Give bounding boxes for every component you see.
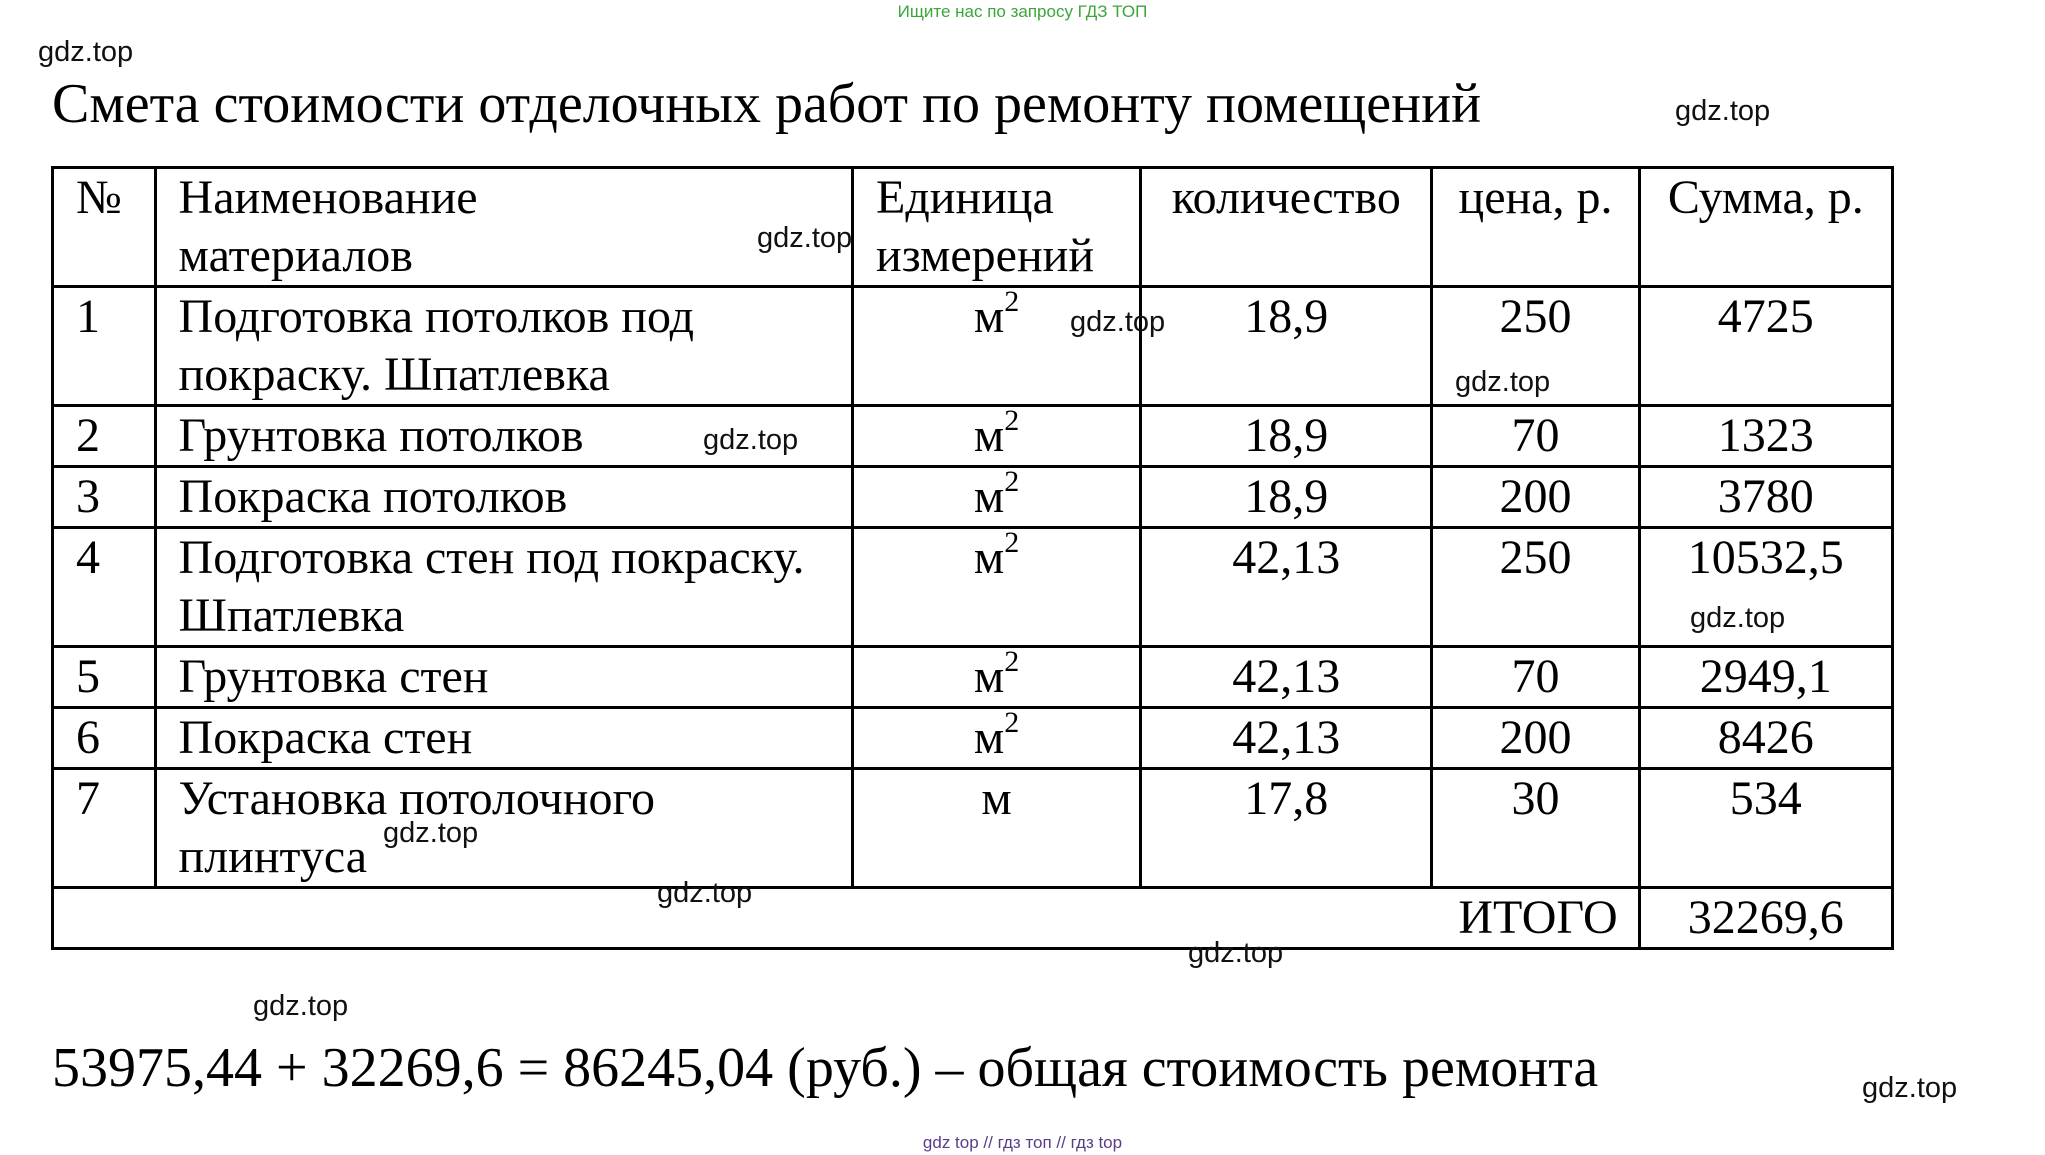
row-unit: $м^2$: [853, 528, 1141, 647]
row-unit: $м^2$: [853, 647, 1141, 708]
total-label: ИТОГО: [53, 888, 1640, 949]
row-num: 2: [53, 406, 156, 467]
header-qty: количество: [1141, 168, 1432, 287]
row-num: 7: [53, 769, 156, 888]
header-name: Наименование материалов: [155, 168, 852, 287]
watermark: gdz.top: [657, 877, 753, 909]
document-title: Смета стоимости отделочных работ по ремонту помещений: [52, 73, 1482, 135]
watermark: gdz.top: [1862, 1072, 1958, 1104]
watermark: gdz.top: [1690, 602, 1786, 634]
watermark: gdz.top: [1188, 937, 1284, 969]
row-sum: 2949,1: [1639, 647, 1892, 708]
row-unit: $м^2$: [853, 708, 1141, 769]
total-value: 32269,6: [1639, 888, 1892, 949]
row-qty: 42,13: [1141, 528, 1432, 647]
watermark: gdz.top: [1070, 306, 1166, 338]
header-unit: Единица измерений: [853, 168, 1141, 287]
row-qty: 18,9: [1141, 287, 1432, 406]
row-name: Грунтовка стен: [155, 647, 852, 708]
row-name: Грунтовка потолков: [155, 406, 852, 467]
row-price: 70: [1432, 647, 1639, 708]
watermark: gdz.top: [383, 817, 479, 849]
watermark: gdz.top: [1455, 366, 1551, 398]
row-unit: $м^2$: [853, 406, 1141, 467]
row-num: 1: [53, 287, 156, 406]
row-price: 200: [1432, 708, 1639, 769]
row-sum: 8426: [1639, 708, 1892, 769]
row-unit: $м^2$: [853, 287, 1141, 406]
watermark: gdz.top: [38, 36, 134, 68]
row-qty: 18,9: [1141, 467, 1432, 528]
footer-links: gdz top // гдз топ // гдз top: [922, 1133, 1123, 1152]
row-qty: 42,13: [1141, 708, 1432, 769]
row-price: 250: [1432, 528, 1639, 647]
header-num: №: [53, 168, 156, 287]
table-header-row: [53, 168, 1893, 287]
row-qty: 17,8: [1141, 769, 1432, 888]
table-total-row: [53, 888, 1893, 949]
total-cost-formula: 53975,44 + 32269,6 = 86245,04 (руб.) – общая стоимость ремонта: [52, 1037, 1599, 1099]
row-unit: $м^2$: [853, 467, 1141, 528]
watermark: gdz.top: [1675, 95, 1771, 127]
watermark: gdz.top: [253, 990, 349, 1022]
header-price: цена, р.: [1432, 168, 1639, 287]
row-name: Подготовка стен под покраску. Шпатлевка: [155, 528, 852, 647]
row-price: 200: [1432, 467, 1639, 528]
row-qty: 42,13: [1141, 647, 1432, 708]
estimate-table: [51, 166, 1894, 950]
row-num: 5: [53, 647, 156, 708]
row-num: 3: [53, 467, 156, 528]
table-row: [53, 528, 1893, 647]
table-row: [53, 647, 1893, 708]
table-row: [53, 467, 1893, 528]
table-row: [53, 708, 1893, 769]
row-qty: 18,9: [1141, 406, 1432, 467]
row-sum: 10532,5: [1639, 528, 1892, 647]
row-num: 6: [53, 708, 156, 769]
table-row: [53, 769, 1893, 888]
table-row: [53, 287, 1893, 406]
table-row: [53, 406, 1893, 467]
row-name: Подготовка потолков под покраску. Шпатлевка: [155, 287, 852, 406]
row-sum: 3780: [1639, 467, 1892, 528]
row-name: Покраска потолков: [155, 467, 852, 528]
row-sum: 534: [1639, 769, 1892, 888]
row-name: Покраска стен: [155, 708, 852, 769]
header-sum: Сумма, р.: [1639, 168, 1892, 287]
watermark: gdz.top: [703, 424, 799, 456]
watermark: gdz.top: [757, 222, 853, 254]
top-banner: Ищите нас по запросу ГДЗ ТОП: [897, 2, 1148, 21]
row-price: 30: [1432, 769, 1639, 888]
row-price: 250: [1432, 287, 1639, 406]
row-sum: 1323: [1639, 406, 1892, 467]
row-name: Установка потолочного плинтуса: [155, 769, 852, 888]
row-sum: 4725: [1639, 287, 1892, 406]
row-unit: м: [853, 769, 1141, 888]
row-num: 4: [53, 528, 156, 647]
row-price: 70: [1432, 406, 1639, 467]
